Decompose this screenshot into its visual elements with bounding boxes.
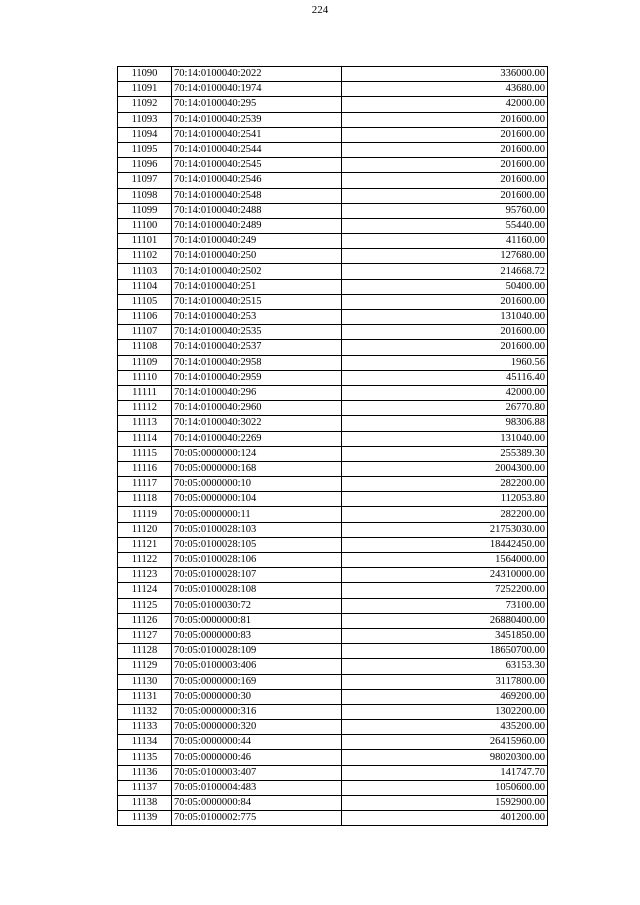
- value-cell: 7252200.00: [342, 583, 548, 598]
- value-cell: 201600.00: [342, 158, 548, 173]
- value-cell: 42000.00: [342, 385, 548, 400]
- row-number-cell: 11137: [118, 780, 172, 795]
- value-cell: 201600.00: [342, 173, 548, 188]
- value-cell: 336000.00: [342, 67, 548, 82]
- value-cell: 201600.00: [342, 142, 548, 157]
- value-cell: 201600.00: [342, 188, 548, 203]
- row-number-cell: 11124: [118, 583, 172, 598]
- row-number-cell: 11130: [118, 674, 172, 689]
- cadastral-number-cell: 70:05:0000000:84: [172, 796, 342, 811]
- table-body: [118, 67, 548, 826]
- row-number-cell: 11107: [118, 325, 172, 340]
- cadastral-number-cell: 70:14:0100040:2959: [172, 370, 342, 385]
- row-number-cell: 11138: [118, 796, 172, 811]
- table-row: [118, 325, 548, 340]
- table-row: [118, 112, 548, 127]
- cadastral-number-cell: 70:14:0100040:2535: [172, 325, 342, 340]
- row-number-cell: 11121: [118, 537, 172, 552]
- table-row: [118, 218, 548, 233]
- table-row: [118, 385, 548, 400]
- table-row: [118, 507, 548, 522]
- value-cell: 127680.00: [342, 249, 548, 264]
- row-number-cell: 11105: [118, 294, 172, 309]
- row-number-cell: 11099: [118, 203, 172, 218]
- value-cell: 1564000.00: [342, 553, 548, 568]
- cadastral-number-cell: 70:14:0100040:2022: [172, 67, 342, 82]
- value-cell: 43680.00: [342, 82, 548, 97]
- table-row: [118, 234, 548, 249]
- table-row: [118, 401, 548, 416]
- cadastral-number-cell: 70:14:0100040:296: [172, 385, 342, 400]
- value-cell: 45116.40: [342, 370, 548, 385]
- cadastral-number-cell: 70:14:0100040:2960: [172, 401, 342, 416]
- cadastral-number-cell: 70:05:0000000:30: [172, 689, 342, 704]
- row-number-cell: 11111: [118, 385, 172, 400]
- value-cell: 201600.00: [342, 127, 548, 142]
- value-cell: 282200.00: [342, 477, 548, 492]
- value-cell: 18442450.00: [342, 537, 548, 552]
- value-cell: 21753030.00: [342, 522, 548, 537]
- cadastral-number-cell: 70:05:0000000:169: [172, 674, 342, 689]
- cadastral-number-cell: 70:05:0100028:105: [172, 537, 342, 552]
- table-row: [118, 598, 548, 613]
- table-row: [118, 127, 548, 142]
- cadastral-number-cell: 70:05:0000000:316: [172, 704, 342, 719]
- cadastral-number-cell: 70:05:0000000:46: [172, 750, 342, 765]
- row-number-cell: 11106: [118, 310, 172, 325]
- value-cell: 255389.30: [342, 446, 548, 461]
- row-number-cell: 11100: [118, 218, 172, 233]
- value-cell: 63153.30: [342, 659, 548, 674]
- table-row: [118, 689, 548, 704]
- row-number-cell: 11132: [118, 704, 172, 719]
- value-cell: 3451850.00: [342, 628, 548, 643]
- table-row: [118, 97, 548, 112]
- cadastral-number-cell: 70:14:0100040:251: [172, 279, 342, 294]
- row-number-cell: 11117: [118, 477, 172, 492]
- row-number-cell: 11098: [118, 188, 172, 203]
- cadastral-number-cell: 70:05:0000000:10: [172, 477, 342, 492]
- row-number-cell: 11092: [118, 97, 172, 112]
- row-number-cell: 11103: [118, 264, 172, 279]
- table-row: [118, 461, 548, 476]
- value-cell: 41160.00: [342, 234, 548, 249]
- cadastral-number-cell: 70:05:0100028:108: [172, 583, 342, 598]
- table-row: [118, 67, 548, 82]
- value-cell: 42000.00: [342, 97, 548, 112]
- row-number-cell: 11136: [118, 765, 172, 780]
- table-row: [118, 188, 548, 203]
- table-row: [118, 158, 548, 173]
- row-number-cell: 11134: [118, 735, 172, 750]
- row-number-cell: 11115: [118, 446, 172, 461]
- value-cell: 26770.80: [342, 401, 548, 416]
- value-cell: 98306.88: [342, 416, 548, 431]
- value-cell: 95760.00: [342, 203, 548, 218]
- cadastral-number-cell: 70:14:0100040:2958: [172, 355, 342, 370]
- row-number-cell: 11093: [118, 112, 172, 127]
- row-number-cell: 11096: [118, 158, 172, 173]
- table-row: [118, 780, 548, 795]
- row-number-cell: 11131: [118, 689, 172, 704]
- cadastral-number-cell: 70:05:0000000:124: [172, 446, 342, 461]
- row-number-cell: 11126: [118, 613, 172, 628]
- value-cell: 214668.72: [342, 264, 548, 279]
- cadastral-number-cell: 70:14:0100040:250: [172, 249, 342, 264]
- cadastral-number-cell: 70:05:0100028:103: [172, 522, 342, 537]
- row-number-cell: 11129: [118, 659, 172, 674]
- row-number-cell: 11094: [118, 127, 172, 142]
- table-row: [118, 203, 548, 218]
- table-row: [118, 583, 548, 598]
- table-row: [118, 553, 548, 568]
- table-row: [118, 628, 548, 643]
- cadastral-number-cell: 70:14:0100040:2502: [172, 264, 342, 279]
- cadastral-number-cell: 70:14:0100040:3022: [172, 416, 342, 431]
- row-number-cell: 11101: [118, 234, 172, 249]
- table-row: [118, 370, 548, 385]
- table-row: [118, 613, 548, 628]
- cadastral-number-cell: 70:05:0100028:106: [172, 553, 342, 568]
- value-cell: 201600.00: [342, 112, 548, 127]
- table-row: [118, 720, 548, 735]
- value-cell: 50400.00: [342, 279, 548, 294]
- cadastral-number-cell: 70:05:0100028:107: [172, 568, 342, 583]
- cadastral-number-cell: 70:14:0100040:2515: [172, 294, 342, 309]
- cadastral-value-table: [117, 66, 548, 826]
- value-cell: 73100.00: [342, 598, 548, 613]
- table-row: [118, 310, 548, 325]
- cadastral-number-cell: 70:05:0000000:11: [172, 507, 342, 522]
- row-number-cell: 11108: [118, 340, 172, 355]
- value-cell: 18650700.00: [342, 644, 548, 659]
- row-number-cell: 11114: [118, 431, 172, 446]
- value-cell: 1960.56: [342, 355, 548, 370]
- row-number-cell: 11095: [118, 142, 172, 157]
- table-row: [118, 735, 548, 750]
- cadastral-number-cell: 70:14:0100040:249: [172, 234, 342, 249]
- table-row: [118, 704, 548, 719]
- table-row: [118, 294, 548, 309]
- value-cell: 401200.00: [342, 811, 548, 826]
- value-cell: 469200.00: [342, 689, 548, 704]
- cadastral-number-cell: 70:14:0100040:2541: [172, 127, 342, 142]
- row-number-cell: 11122: [118, 553, 172, 568]
- cadastral-number-cell: 70:05:0100030:72: [172, 598, 342, 613]
- cadastral-number-cell: 70:05:0000000:83: [172, 628, 342, 643]
- table-row: [118, 537, 548, 552]
- row-number-cell: 11118: [118, 492, 172, 507]
- row-number-cell: 11102: [118, 249, 172, 264]
- value-cell: 141747.70: [342, 765, 548, 780]
- row-number-cell: 11128: [118, 644, 172, 659]
- table-row: [118, 492, 548, 507]
- value-cell: 1592900.00: [342, 796, 548, 811]
- cadastral-number-cell: 70:05:0000000:104: [172, 492, 342, 507]
- cadastral-number-cell: 70:05:0000000:44: [172, 735, 342, 750]
- row-number-cell: 11116: [118, 461, 172, 476]
- table-row: [118, 659, 548, 674]
- table-row: [118, 249, 548, 264]
- table-row: [118, 431, 548, 446]
- table-row: [118, 279, 548, 294]
- row-number-cell: 11127: [118, 628, 172, 643]
- row-number-cell: 11125: [118, 598, 172, 613]
- table-row: [118, 340, 548, 355]
- row-number-cell: 11120: [118, 522, 172, 537]
- value-cell: 1050600.00: [342, 780, 548, 795]
- value-cell: 98020300.00: [342, 750, 548, 765]
- table-row: [118, 446, 548, 461]
- table-row: [118, 765, 548, 780]
- cadastral-number-cell: 70:14:0100040:2537: [172, 340, 342, 355]
- cadastral-number-cell: 70:14:0100040:295: [172, 97, 342, 112]
- table-row: [118, 142, 548, 157]
- row-number-cell: 11135: [118, 750, 172, 765]
- value-cell: 26415960.00: [342, 735, 548, 750]
- row-number-cell: 11133: [118, 720, 172, 735]
- cadastral-number-cell: 70:05:0100002:775: [172, 811, 342, 826]
- table-row: [118, 477, 548, 492]
- row-number-cell: 11109: [118, 355, 172, 370]
- cadastral-number-cell: 70:05:0100003:406: [172, 659, 342, 674]
- value-cell: 201600.00: [342, 294, 548, 309]
- row-number-cell: 11123: [118, 568, 172, 583]
- table-row: [118, 796, 548, 811]
- cadastral-number-cell: 70:05:0000000:320: [172, 720, 342, 735]
- value-cell: 26880400.00: [342, 613, 548, 628]
- value-cell: 435200.00: [342, 720, 548, 735]
- table-row: [118, 644, 548, 659]
- table-row: [118, 522, 548, 537]
- cadastral-number-cell: 70:05:0100003:407: [172, 765, 342, 780]
- cadastral-number-cell: 70:14:0100040:2546: [172, 173, 342, 188]
- table-row: [118, 355, 548, 370]
- cadastral-number-cell: 70:05:0000000:168: [172, 461, 342, 476]
- value-cell: 131040.00: [342, 310, 548, 325]
- value-cell: 131040.00: [342, 431, 548, 446]
- row-number-cell: 11090: [118, 67, 172, 82]
- row-number-cell: 11139: [118, 811, 172, 826]
- table-row: [118, 674, 548, 689]
- value-cell: 55440.00: [342, 218, 548, 233]
- cadastral-number-cell: 70:14:0100040:2488: [172, 203, 342, 218]
- value-cell: 24310000.00: [342, 568, 548, 583]
- cadastral-number-cell: 70:14:0100040:253: [172, 310, 342, 325]
- table-row: [118, 173, 548, 188]
- value-cell: 1302200.00: [342, 704, 548, 719]
- table-row: [118, 82, 548, 97]
- row-number-cell: 11119: [118, 507, 172, 522]
- cadastral-number-cell: 70:14:0100040:2545: [172, 158, 342, 173]
- value-cell: 3117800.00: [342, 674, 548, 689]
- page-number: 224: [311, 4, 329, 16]
- row-number-cell: 11110: [118, 370, 172, 385]
- table-row: [118, 416, 548, 431]
- cadastral-number-cell: 70:05:0000000:81: [172, 613, 342, 628]
- cadastral-number-cell: 70:14:0100040:2548: [172, 188, 342, 203]
- table-row: [118, 811, 548, 826]
- value-cell: 201600.00: [342, 325, 548, 340]
- table-row: [118, 264, 548, 279]
- value-cell: 201600.00: [342, 340, 548, 355]
- row-number-cell: 11097: [118, 173, 172, 188]
- cadastral-number-cell: 70:14:0100040:2544: [172, 142, 342, 157]
- row-number-cell: 11113: [118, 416, 172, 431]
- cadastral-number-cell: 70:05:0100004:483: [172, 780, 342, 795]
- cadastral-number-cell: 70:14:0100040:1974: [172, 82, 342, 97]
- cadastral-number-cell: 70:14:0100040:2539: [172, 112, 342, 127]
- value-cell: 282200.00: [342, 507, 548, 522]
- row-number-cell: 11091: [118, 82, 172, 97]
- cadastral-number-cell: 70:14:0100040:2489: [172, 218, 342, 233]
- cadastral-number-cell: 70:05:0100028:109: [172, 644, 342, 659]
- row-number-cell: 11112: [118, 401, 172, 416]
- table-row: [118, 750, 548, 765]
- value-cell: 2004300.00: [342, 461, 548, 476]
- cadastral-number-cell: 70:14:0100040:2269: [172, 431, 342, 446]
- value-cell: 112053.80: [342, 492, 548, 507]
- row-number-cell: 11104: [118, 279, 172, 294]
- table-row: [118, 568, 548, 583]
